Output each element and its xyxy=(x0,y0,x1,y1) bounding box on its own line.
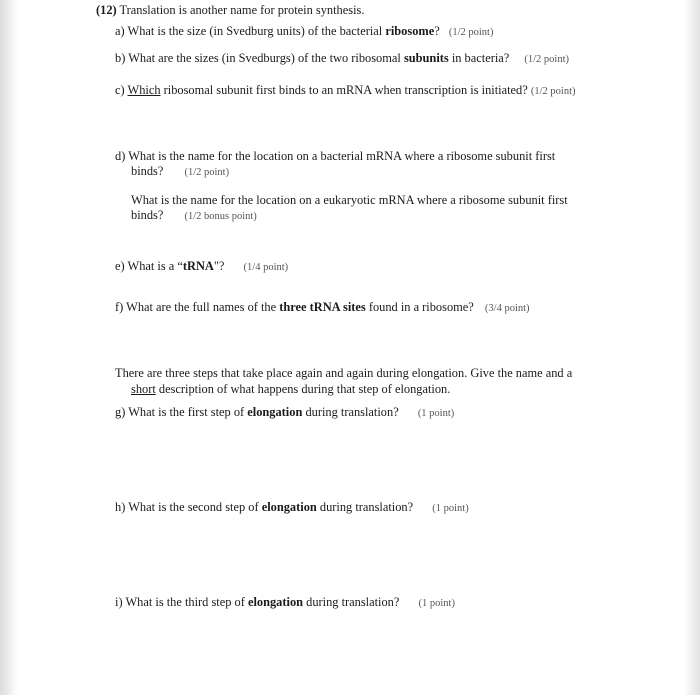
question-d-line2 xyxy=(131,164,229,180)
question-g-points: (1 point) xyxy=(417,408,455,419)
question-g-keyword: elongation xyxy=(247,405,303,419)
question-e-points: (1/4 point) xyxy=(243,262,289,273)
question-g xyxy=(115,405,454,421)
question-d-binds: binds? xyxy=(131,164,164,178)
question-d-line3: What is the name for the location on a eukaryotic mRNA where a ribosome subunit first xyxy=(131,193,568,207)
elongation-intro-underlined: short xyxy=(131,382,156,396)
question-h xyxy=(115,500,469,516)
question-i-end: during translation? xyxy=(303,595,400,609)
question-c-label: c) xyxy=(115,83,128,97)
question-f xyxy=(115,300,530,316)
question-i-points: (1 point) xyxy=(418,598,455,609)
question-g-end: during translation? xyxy=(302,405,399,419)
elongation-intro-text: description of what happens during that step of elongation. xyxy=(155,382,451,396)
question-f-keyword: three tRNA sites xyxy=(279,300,366,314)
page-shadow-right xyxy=(684,0,700,695)
question-d-binds-2: binds? xyxy=(131,208,164,222)
question-f-text: f) What are the full names of the xyxy=(115,300,280,314)
question-h-end: during translation? xyxy=(316,500,414,514)
question-12-title xyxy=(96,3,364,18)
question-a-keyword: ribosome xyxy=(385,24,435,38)
question-i xyxy=(115,595,455,611)
question-b-end: in bacteria? xyxy=(448,51,510,65)
question-d-points: (1/2 point) xyxy=(184,167,230,178)
question-e xyxy=(115,259,288,275)
question-h-points: (1 point) xyxy=(432,503,469,514)
question-i-keyword: elongation xyxy=(247,595,304,609)
question-c-text: ribosomal subunit first binds to an mRNA when transcription is initiated? xyxy=(160,83,528,97)
question-c xyxy=(115,83,575,99)
elongation-intro-line1: There are three steps that take place again and again during elongation. Give the name and a xyxy=(115,366,573,380)
question-d-bonus-points: (1/2 bonus point) xyxy=(184,211,257,222)
question-b xyxy=(115,51,569,67)
page-shadow-left xyxy=(0,0,18,695)
question-c-points: (1/2 point) xyxy=(530,86,576,97)
question-b-text: b) What are the sizes (in Svedburgs) of the two ribosomal xyxy=(115,51,404,65)
elongation-intro-line2 xyxy=(131,382,450,397)
question-e-end: "? xyxy=(213,259,225,273)
question-c-underlined: Which xyxy=(127,83,161,97)
question-i-text: i) What is the third step of xyxy=(115,595,248,609)
question-e-keyword: tRNA xyxy=(182,259,214,273)
question-f-points: (3/4 point) xyxy=(484,303,530,314)
question-a-points: (1/2 point) xyxy=(448,27,494,38)
question-number: (12) xyxy=(96,3,117,17)
question-d-line4 xyxy=(131,208,257,224)
question-b-keyword: subunits xyxy=(403,51,449,65)
question-a xyxy=(115,24,493,40)
question-f-end: found in a ribosome? xyxy=(365,300,474,314)
question-b-points: (1/2 point) xyxy=(524,54,569,65)
question-d-line1: d) What is the name for the location on a bacterial mRNA where a ribosome subunit first xyxy=(115,149,556,163)
question-a-end: ? xyxy=(434,24,440,38)
question-a-text: a) What is the size (in Svedburg units) of the bacterial xyxy=(115,24,386,38)
question-h-text: h) What is the second step of xyxy=(115,500,262,514)
question-h-keyword: elongation xyxy=(261,500,317,514)
question-title-text: Translation is another name for protein synthesis. xyxy=(119,3,365,17)
question-e-text: e) What is a “ xyxy=(115,259,183,273)
question-g-text: g) What is the first step of xyxy=(115,405,248,419)
